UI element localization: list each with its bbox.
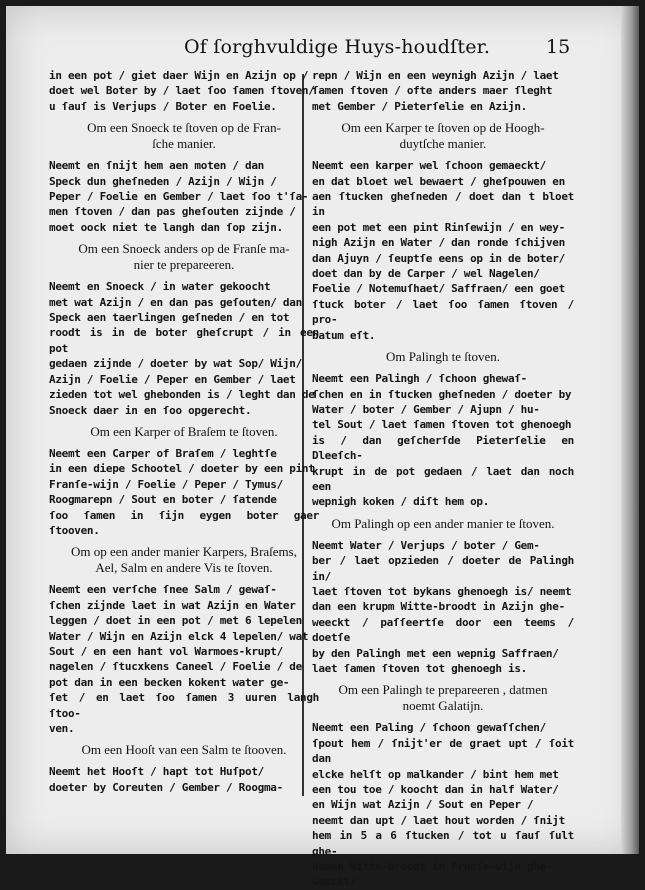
- right-column: [312, 68, 574, 889]
- recipe-paragraph: Neemt een karper wel ſchoon gemaeckt/ en dat bloet wel bewaert / gheſpouwen en aen ſtucken gheſneden / doet dan t bloet in een pot met een pint Rinſewijn / en wey- nigh Azijn en Water / dan ronde ſchijven dan Ajuyn / ſeuptſe eens op in de boter/ doet dan by de Carper / wel Nagelen/ Foelie / Notemuſhaet/ Saffraen/ een goet ſtuck boter / laet ſoo ſamen ſtoven / pro- batum eſt.: [312, 159, 574, 342]
- recipe-heading: Om een Hooſt van een Salm te ſtooven.: [81, 742, 287, 758]
- running-head: [6, 36, 639, 68]
- recipe-paragraph: Neemt Water / Verjups / boter / Gem- ber / laet opzieden / doeter de Palingh in/ laet ſtoven tot bykans ghenoegh is/ neemt dan een krupm Witte-broodt in Azijn ghe- weeckt / paſſeertſe door een teems / doetſe by den Palingh met een wepnig Saffraen/ laet ſamen ſtoven tot ghenoegh is.: [312, 538, 574, 675]
- recipe-heading: Om een Snoeck anders op de Franſe ma- nier te prepareeren.: [78, 241, 290, 273]
- page-number: 15: [546, 36, 571, 58]
- recipe-paragraph: Neemt een Paling / ſchoon gewaſſchen/ ſpout hem / ſnijt'er de graet upt / ſoit dan elcke helſt op malkander / bint hem met een tou toe / koocht dan in half Water/ en Wijn wat Azijn / Sout en Peper / neemt dan upt / laet hout worden / ſnijt hem in 5 a 6 ſtucken / tot u ſauſ ſult ghe- nemen Witte-broodt in Franſe-wijn ghe- weeckt/: [312, 721, 574, 889]
- recipe-heading: Om Palingh te ſtoven.: [385, 349, 501, 365]
- recipe-paragraph: Neemt een Palingh / ſchoon ghewaſ- ſchen en in ſtucken gheſneden / doeter by Water / boter / Gember / Ajupn / hu- tel Sout / laet ſamen ſtoven tot ghenoegh is / dan geſcherſde Pieterſelie en Dleeſch- krupt in de pot gedaen / laet dan noch een wepnigh koken / diſt hem op.: [312, 372, 574, 509]
- recipe-paragraph: in een pot / giet daer Wijn en Azijn op / doet wel Boter by / laet ſoo ſamen ſtoven/ u ſauſ is Verjups / Boter en Foelie.: [49, 69, 315, 113]
- page-spine-shadow: [621, 6, 639, 854]
- recipe-paragraph: Neemt het Hooſt / hapt tot Huſpot/ doeter by Coreuten / Gember / Roogma-: [49, 765, 283, 794]
- recipe-paragraph: Neemt en ſnijt hem aen moten / dan Speck dun gheſneden / Azijn / Wijn / Peper / Foelie en Gember / laet ſoo t'ſa- men ſtoven / dan pas gheſouten zijnde / moet oock niet te langh dan ſop zijn.: [49, 159, 309, 234]
- recipe-paragraph: repn / Wijn en een weynigh Azijn / laet ſamen ſtoven / ofte anders maer ſleght met Gember / Pieterſelie en Azijn.: [312, 69, 559, 113]
- recipe-heading: Om een Snoeck te ſtoven op de Fran- ſche manier.: [87, 120, 281, 152]
- running-title: Of ſorghvuldige Huys-houdſter.: [184, 36, 491, 58]
- book-page: [6, 6, 639, 889]
- recipe-heading: Om een Palingh te prepareeren , datmen noemt Galatijn.: [338, 682, 548, 714]
- recipe-paragraph: Neemt een verſche ſnee Salm / gewaſ- ſchen zijnde laet in wat Azijn en Water leggen / doet in een pot / met 6 lepelen Water / Wijn en Azijn elck 4 lepelen/ wat Sout / en een hant vol Warmoes-krupt/ nagelen / ſtucxkens Caneel / Foelie / de pot dan in een becken kokent water ge- ſet / en laet ſoo ſamen 3 uuren langh ſtoo- ven.: [49, 583, 319, 735]
- left-column: [49, 68, 319, 808]
- recipe-paragraph: Neemt een Carper of Braſem / leghtſe in een diepe Schootel / doeter by een pint Franſe-wijn / Foelie / Peper / Tymus/ Roogmarepn / Sout en boter / ſatende ſoo ſamen in ſijn eygen boter gaer ſtooven.: [49, 446, 319, 537]
- recipe-heading: Om op een ander manier Karpers, Braſems, Ael, Salm en andere Vis te ſtoven.: [71, 544, 297, 576]
- recipe-heading: Om een Karper te ſtoven op de Hoogh- duytſche manier.: [341, 120, 545, 152]
- recipe-paragraph: Neemt en Snoeck / in water gekoocht met wat Azijn / en dan pas geſouten/ dan Speck aen taerlingen geſneden / en tot roodt is in de boter gheſcrupt / in een pot gedaen zijnde / doeter by wat Sop/ Wijn/ Azijn / Foelie / Peper en Gember / laet zieden tot wel ghebonden is / leght dan de Snoeck daer in en ſoo opgerecht.: [49, 280, 319, 417]
- recipe-heading: Om een Karper of Braſem te ſtoven.: [90, 423, 278, 439]
- recipe-heading: Om Palingh op een ander manier te ſtoven.: [331, 515, 555, 531]
